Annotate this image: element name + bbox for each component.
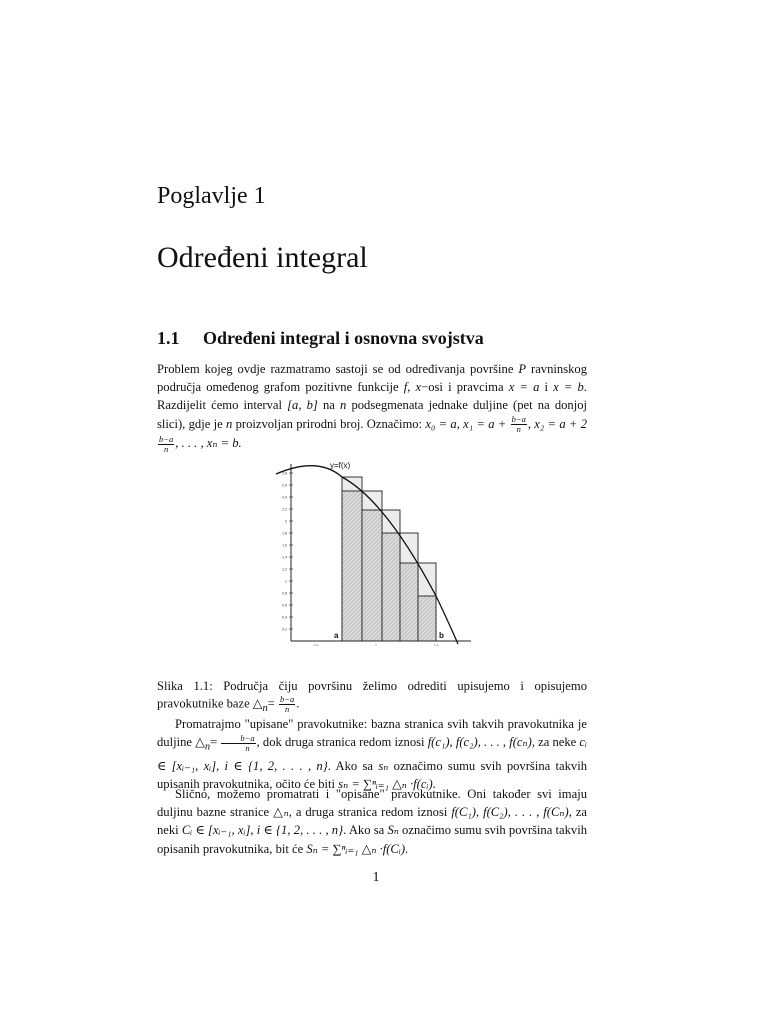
- y-tick-label: 2.6: [282, 483, 287, 488]
- y-tick-label: 0.2: [282, 627, 287, 632]
- riemann-sum-figure: [266, 456, 476, 646]
- text: . Ako sa: [343, 823, 388, 838]
- text: ravninskog područja omeđenog grafom pozitivne funkcije: [157, 362, 587, 395]
- fraction-denominator: n: [516, 424, 521, 435]
- y-tick-label: 1.4: [282, 555, 287, 560]
- text: Promatrajmo "upisane" pravokutnike: bazna stranica svih takvih pravokutnika je duljine △: [157, 717, 587, 750]
- inner-rect-3: [382, 533, 400, 641]
- chapter-label: Poglavlje 1: [157, 183, 266, 209]
- x-tick-label: 0.5: [313, 644, 319, 646]
- math: , x₂ = a + 2: [527, 416, 587, 431]
- fraction-numerator: b−a: [280, 694, 295, 704]
- y-tick-label: 2.2: [282, 507, 287, 512]
- y-tick-label: 1.6: [282, 543, 287, 548]
- text: , za neke: [531, 735, 580, 750]
- b-label: b: [439, 631, 444, 640]
- text: označimo sumu svih površina takvih upisanih pravokutnika, očito će biti: [157, 758, 588, 792]
- fraction: [511, 415, 527, 434]
- fraction-numerator: b−a: [511, 414, 526, 425]
- function-label: y=f(x): [330, 461, 351, 470]
- math: x₀ = a, x₁ = a +: [425, 416, 510, 431]
- text: na: [317, 398, 341, 413]
- text: Problem kojeg ovdje razmatramo sastoji se od određivanja površine: [157, 362, 519, 376]
- fraction-numerator: b−a: [159, 433, 174, 444]
- y-tick-label: 2.8: [282, 471, 287, 476]
- text: . Ako sa: [327, 758, 379, 773]
- text: ,: [407, 380, 416, 395]
- y-tick-label: 1.2: [282, 567, 287, 572]
- math: sₙ = ∑ⁿᵢ₌₁ △ₙ ·f(cᵢ): [338, 777, 433, 792]
- math: x: [415, 380, 422, 395]
- text: i: [539, 380, 554, 395]
- x-tick-label: 1: [375, 644, 377, 646]
- y-tick-label: 0.8: [282, 591, 287, 596]
- y-tick-label: 1.8: [282, 531, 287, 536]
- math: sₙ: [378, 758, 389, 773]
- math: △ₙ: [273, 805, 289, 820]
- text: , za neki: [157, 805, 587, 838]
- text: =: [210, 735, 221, 750]
- y-tick-label: 0.4: [282, 615, 287, 620]
- math: f: [403, 380, 408, 395]
- fraction: [221, 734, 255, 753]
- section-heading: [157, 328, 484, 349]
- fraction-denominator: n: [164, 443, 169, 454]
- math: n: [262, 702, 268, 714]
- text: .: [432, 777, 436, 792]
- inscribed-paragraph: [157, 715, 587, 793]
- math: x = a: [508, 380, 540, 395]
- math: f(C₁), f(C₂), . . . , f(Cₙ): [451, 805, 569, 820]
- text: proizvoljan prirodni broj. Označimo:: [232, 416, 426, 431]
- math: n: [340, 398, 347, 413]
- text: podsegmenata jednake duljine (pet na donjoj slici), gdje je: [157, 398, 587, 431]
- text: , dok druga stranica redom iznosi: [256, 735, 428, 750]
- y-tick-label: 2.4: [282, 495, 287, 500]
- y-tick-label: 1: [285, 579, 287, 584]
- math: P: [518, 362, 527, 376]
- intro-paragraph: [157, 360, 587, 454]
- a-label: a: [334, 631, 339, 640]
- inner-rect-1: [342, 491, 362, 641]
- x-tick-label: 1.5: [433, 644, 439, 646]
- text: =: [267, 696, 279, 711]
- math: n: [225, 416, 233, 431]
- inner-rect-5: [418, 596, 436, 641]
- x-ticks: [314, 644, 439, 646]
- math: f(c₁), f(c₂), . . . , f(cₙ): [427, 735, 532, 750]
- inner-rect-2: [362, 510, 382, 641]
- y-tick-label: 2: [285, 519, 287, 524]
- circumscribed-paragraph: [157, 785, 587, 858]
- section-title: Određeni integral i osnovna svojstva: [203, 328, 484, 348]
- text: .: [296, 696, 300, 711]
- math: Sₙ = ∑ⁿᵢ₌₁ △ₙ ·f(Cᵢ): [306, 841, 406, 856]
- fraction-denominator: n: [285, 704, 290, 714]
- math: n: [204, 741, 211, 753]
- math: Cᵢ ∈ [xᵢ₋₁, xᵢ], i ∈ {1, 2, . . . , n}: [181, 823, 344, 838]
- text: Slika 1.1: Područja čiju površinu želimo odrediti upisujemo i opisujemo pravokutnike baze △: [157, 679, 587, 711]
- inner-rect-4: [400, 563, 418, 641]
- fraction: [158, 435, 174, 454]
- figure-caption: [157, 678, 587, 717]
- math: x = b: [553, 380, 584, 395]
- section-number: 1.1: [157, 328, 180, 348]
- math: , . . . , xₙ = b.: [175, 436, 242, 451]
- y-tick-label: 0.6: [282, 603, 287, 608]
- page-number: 1: [372, 870, 380, 885]
- math: cᵢ ∈ [xᵢ₋₁, xᵢ], i ∈ {1, 2, . . . , n}: [157, 735, 587, 773]
- fraction-numerator: b−a: [221, 734, 255, 744]
- text: .: [405, 841, 409, 856]
- math: Sₙ: [387, 823, 399, 838]
- text: Slično, možemo promatrati i "opisane" pravokutnike. Oni također svi imaju duljinu bazne stranice: [157, 787, 587, 820]
- chapter-title: Određeni integral: [157, 241, 368, 274]
- text: −osi i pravcima: [421, 380, 509, 395]
- fraction: [279, 695, 295, 714]
- fraction-denominator: n: [245, 742, 250, 753]
- text: označimo sumu svih površina takvih opisanih pravokutnika, bit će: [157, 823, 587, 856]
- text: . Razdijelit ćemo interval: [157, 380, 587, 413]
- text: , a druga stranica redom iznosi: [288, 805, 452, 820]
- math: [a, b]: [287, 398, 318, 413]
